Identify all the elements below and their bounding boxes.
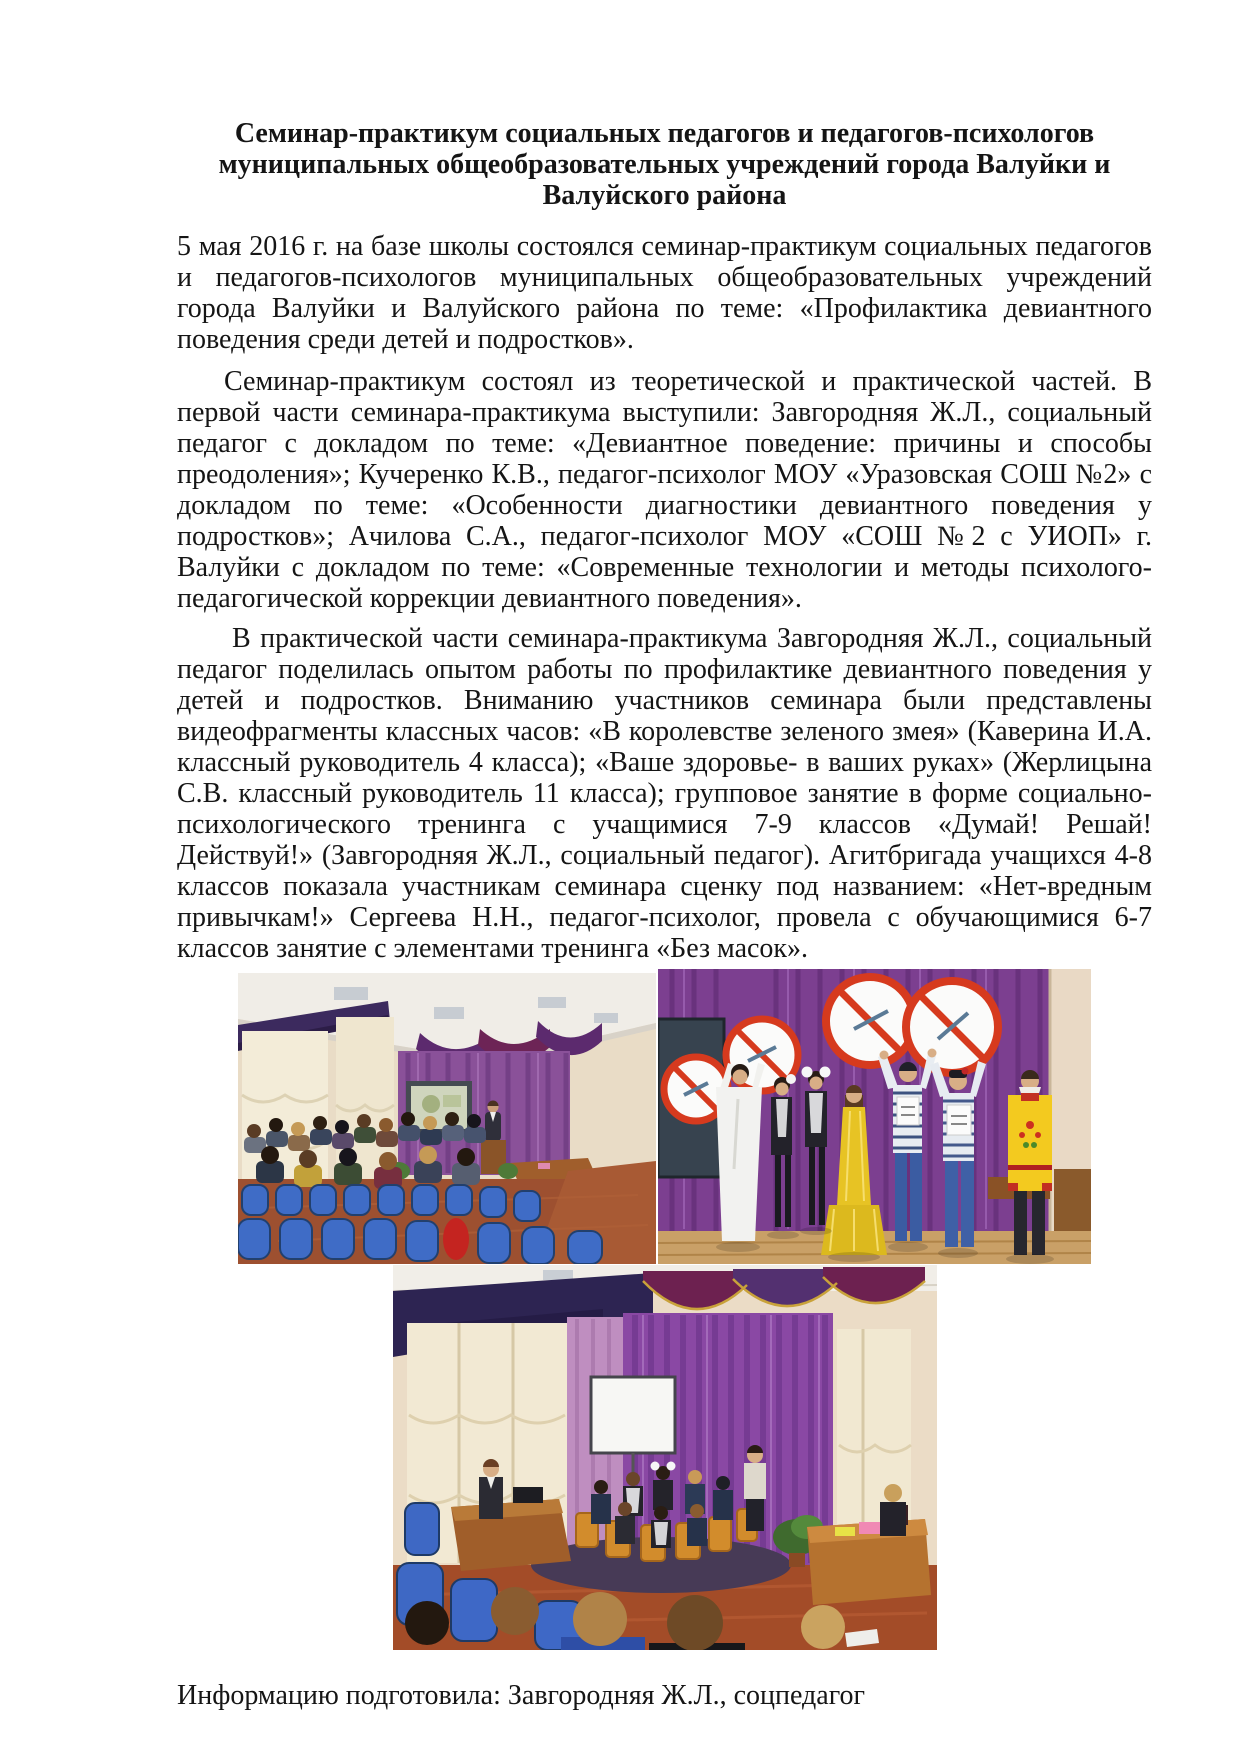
page-title: Семинар-практикум социальных педагогов и педагогов-психологов муниципальных общеобразовательных учреждений города Валуйки и Валуйского района xyxy=(218,118,1111,211)
caption-author: Информацию подготовила: Завгородняя Ж.Л., соцпедагог xyxy=(177,1680,865,1711)
paragraph-theory: Семинар-практикум состоял из теоретической и практической частей. В первой части семинара-практикума выступили: Завгородняя Ж.Л., социальный педагог с докладом по теме: «Девиантное поведение: причины и способы преодоления»; Кучеренко К.В., педагог-психолог МОУ «Уразовская СОШ №2» с докладом по теме: «Особенности диагностики девиантного поведения у подростков»; Ачилова С.А., педагог-психолог МОУ «СОШ №2 с УИОП» г. Валуйки с докладом по теме: «Современные технологии и методы психолого-педагогической коррекции девиантного поведения». xyxy=(177,366,1152,614)
photo3-wrap xyxy=(177,1265,1152,1650)
paragraph-intro: 5 мая 2016 г. на базе школы состоялся семинар-практикум социальных педагогов и педагогов-психологов муниципальных общеобразовательных учреждений города Валуйки и Валуйского района по теме: «Профилактика девиантного поведения среди детей и подростков». xyxy=(177,231,1152,355)
photo-hall-audience xyxy=(238,973,656,1264)
photo-row xyxy=(177,969,1152,1264)
photo-stage-performance xyxy=(658,969,1091,1264)
photo-training-circle xyxy=(393,1265,937,1650)
paragraph-practice: В практической части семинара-практикума Завгородняя Ж.Л., социальный педагог поделилась опытом работы по профилактике девиантного поведения у детей и подростков. Вниманию участников семинара были представлены видеофрагменты классных часов: «В королевстве зеленого змея» (Каверина И.А. классный руководитель 4 класса); «Ваше здоровье- в ваших руках» (Жерлицына С.В. классный руководитель 11 класса); групповое занятие в форме социально-психологического тренинга с учащимися 7-9 классов «Думай! Решай! Действуй!» (Завгородняя Ж.Л., социальный педагог). Агитбригада учащихся 4-8 классов показала участникам семинара сценку под названием: «Нет-вредным привычкам!» Сергеева Н.Н., педагог-психолог, провела с обучающимися 6-7 классов занятие с элементами тренинга «Без масок». xyxy=(177,623,1152,964)
